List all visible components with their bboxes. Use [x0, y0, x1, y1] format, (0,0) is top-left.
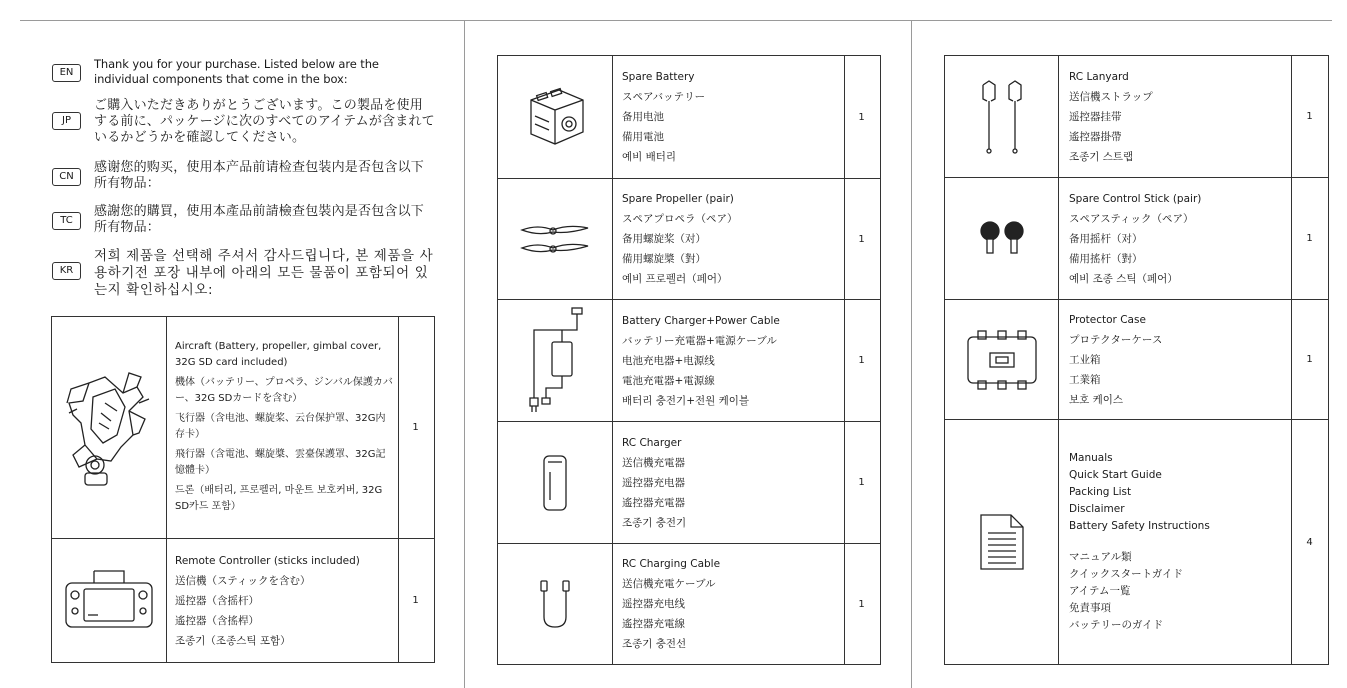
- propeller-icon: [520, 222, 590, 256]
- item-name-cn: 遥控器充电器: [622, 476, 685, 489]
- item-name-jp: プロテクターケース: [1069, 333, 1163, 346]
- manual-jp-2: アイテム一覧: [1069, 585, 1131, 597]
- item-name-cn: 备用摇杆（对）: [1069, 232, 1143, 245]
- top-rule-middle: [465, 20, 911, 21]
- item-name-kr: 보호 케이스: [1069, 393, 1124, 406]
- item-name-jp: スペアスティック（ペア）: [1069, 212, 1194, 225]
- item-row-aircraft: [52, 317, 434, 539]
- item-name-jp: スペアプロペラ（ペア）: [622, 213, 738, 225]
- item-quantity: 1: [1306, 354, 1313, 365]
- item-name-tc: 遙控器（含搖桿）: [175, 614, 259, 627]
- item-row-spare-battery: [498, 56, 880, 179]
- item-quantity: 1: [412, 422, 419, 433]
- item-row-rc-lanyard: [945, 56, 1328, 178]
- page-divider-left: [464, 20, 465, 688]
- item-row-rc-charger: [498, 422, 880, 544]
- right-items-table: [944, 55, 1329, 665]
- manual-en-3: Disclaimer: [1069, 503, 1125, 515]
- lang-tag-kr: KR: [52, 262, 81, 280]
- item-name-en: Spare Battery: [622, 71, 695, 83]
- item-name-cn: 遥控器挂带: [1069, 110, 1122, 123]
- item-name-tc: 遙控器充電器: [622, 496, 685, 509]
- item-name-kr: 조종기 스트랩: [1069, 150, 1134, 163]
- charger-icon: [520, 306, 590, 416]
- manual-en-1: Quick Start Guide: [1069, 469, 1162, 481]
- item-name-kr: 예비 프로펠러（페어）: [622, 273, 728, 285]
- lang-tag-cn: CN: [52, 168, 81, 186]
- lanyard-icon: [977, 79, 1027, 155]
- item-name-tc: 遙控器掛帶: [1069, 130, 1122, 143]
- item-row-manuals: [945, 420, 1328, 664]
- item-row-rc-charging-cable: [498, 544, 880, 664]
- item-name-kr: 드론（배터리, 프로펠러, 마운트 보호커버, 32G SD카드 포함）: [175, 484, 383, 512]
- remote-controller-icon: [64, 569, 154, 633]
- lang-tag-en: EN: [52, 64, 81, 82]
- intro-kr: [52, 248, 436, 300]
- page-divider-right: [911, 20, 912, 688]
- item-row-spare-control-stick: [945, 178, 1328, 300]
- item-row-spare-propeller: [498, 179, 880, 300]
- item-name-jp: 送信機（スティックを含む）: [175, 574, 311, 587]
- control-stick-icon: [977, 219, 1027, 259]
- top-rule-right: [912, 20, 1332, 21]
- item-quantity: 1: [412, 595, 419, 606]
- item-name-kr: 예비 배터리: [622, 151, 677, 163]
- drone-icon: [59, 363, 159, 493]
- item-name-cn: 飞行器（含电池、螺旋桨、云台保护罩、32G内存卡）: [175, 412, 386, 440]
- cable-icon: [538, 579, 572, 629]
- item-name-tc: 遙控器充電線: [622, 618, 685, 630]
- item-row-protector-case: [945, 300, 1328, 420]
- item-name-cn: 工业箱: [1069, 353, 1101, 366]
- manual-en-2: Packing List: [1069, 486, 1132, 498]
- item-name-cn: 备用螺旋桨（对）: [622, 233, 706, 245]
- item-name-jp: 機体（バッテリー、プロペラ、ジンバル保護カバー、32G SDカードを含む）: [175, 376, 393, 404]
- lang-tag-jp: JP: [52, 112, 81, 130]
- intro-text-jp: ご購入いただきありがとうございます。この製品を使用する前に、パッケージに次のすべてのアイテムが含まれているかどうかを確認してください。: [94, 98, 435, 145]
- item-name-en: RC Lanyard: [1069, 70, 1129, 83]
- item-quantity: 1: [858, 233, 865, 245]
- item-name-kr: 조종기（조종스틱 포함）: [175, 634, 291, 647]
- item-quantity: 4: [1306, 536, 1313, 548]
- item-name-en: RC Charger: [622, 436, 682, 449]
- left-items-table: [51, 316, 435, 663]
- protector-case-icon: [964, 329, 1040, 391]
- intro-en: [52, 57, 436, 89]
- manual-en-0: Manuals: [1069, 452, 1113, 464]
- item-row-battery-charger: [498, 300, 880, 422]
- item-name-kr: 조종기 충전기: [622, 516, 687, 529]
- item-name-cn: 遥控器充电线: [622, 598, 685, 610]
- item-quantity: 1: [858, 598, 865, 610]
- item-name-en: Remote Controller (sticks included): [175, 554, 360, 567]
- item-name-tc: 備用電池: [622, 131, 664, 143]
- manual-jp-4: バッテリーのガイド: [1069, 619, 1164, 631]
- middle-items-table: [497, 55, 881, 665]
- item-name-tc: 備用搖杆（對）: [1069, 252, 1143, 265]
- intro-text-cn: 感谢您的购买，使用本产品前请检查包装内是否包含以下所有物品：: [94, 160, 425, 191]
- item-name-en: Battery Charger+Power Cable: [622, 314, 780, 327]
- manual-jp-3: 免責事項: [1069, 602, 1111, 614]
- manual-en-4: Battery Safety Instructions: [1069, 520, 1210, 532]
- item-quantity: 1: [1306, 233, 1313, 244]
- manual-jp-1: クイックスタートガイド: [1069, 568, 1184, 580]
- intro-cn: [52, 160, 436, 194]
- item-name-jp: 送信機ストラップ: [1069, 90, 1153, 103]
- item-name-cn: 备用电池: [622, 111, 664, 123]
- item-quantity: 1: [858, 477, 865, 488]
- item-name-kr: 조종기 충전선: [622, 638, 687, 650]
- item-quantity: 1: [858, 111, 865, 123]
- item-name-cn: 遥控器（含摇杆）: [175, 594, 259, 607]
- item-name-en: Spare Propeller (pair): [622, 193, 734, 205]
- intro-text-tc: 感謝您的購買，使用本產品前請檢查包裝內是否包含以下所有物品：: [94, 204, 425, 235]
- intro-text-kr: 저희 제품을 선택해 주셔서 감사드립니다, 본 제품을 사용하기전 포장 내부에 아래의 모든 물품이 포함되어 있는지 확인하십시오:: [94, 248, 434, 298]
- item-name-tc: 電池充電器+電源線: [622, 374, 715, 387]
- item-name-jp: 送信機充電ケーブル: [622, 578, 716, 590]
- top-rule-left: [20, 20, 464, 21]
- item-name-en: RC Charging Cable: [622, 558, 721, 570]
- item-name-kr: 예비 조종 스틱（페어）: [1069, 272, 1178, 285]
- item-name-jp: 送信機充電器: [622, 456, 685, 469]
- rc-charger-icon: [540, 452, 570, 514]
- item-name-en: Protector Case: [1069, 313, 1146, 326]
- item-name-jp: スペアバッテリー: [622, 91, 706, 103]
- item-name-en: Aircraft (Battery, propeller, gimbal cover, 32G SD card included): [175, 340, 382, 368]
- item-quantity: 1: [858, 355, 865, 366]
- item-row-remote-controller: [52, 539, 434, 662]
- item-name-cn: 电池充电器+电源线: [622, 354, 715, 367]
- item-name-tc: 工業箱: [1069, 373, 1101, 386]
- item-name-tc: 備用螺旋槳（對）: [622, 253, 706, 265]
- intro-text-en: Thank you for your purchase. Listed below are the individual components that come in the box:: [94, 57, 379, 86]
- intro-tc: [52, 204, 436, 238]
- item-name-tc: 飛行器（含電池、螺旋槳、雲臺保護罩、32G記憶體卡）: [175, 448, 386, 476]
- lang-tag-tc: TC: [52, 212, 81, 230]
- item-name-kr: 배터리 충전기+전원 케이블: [622, 394, 750, 407]
- item-quantity: 1: [1306, 111, 1313, 122]
- manual-jp-0: マニュアル類: [1069, 551, 1132, 563]
- item-name-jp: バッテリー充電器+電源ケーブル: [622, 334, 777, 347]
- document-icon: [979, 513, 1025, 571]
- battery-icon: [523, 86, 587, 148]
- intro-jp: [52, 98, 436, 148]
- item-name-en: Spare Control Stick (pair): [1069, 192, 1202, 205]
